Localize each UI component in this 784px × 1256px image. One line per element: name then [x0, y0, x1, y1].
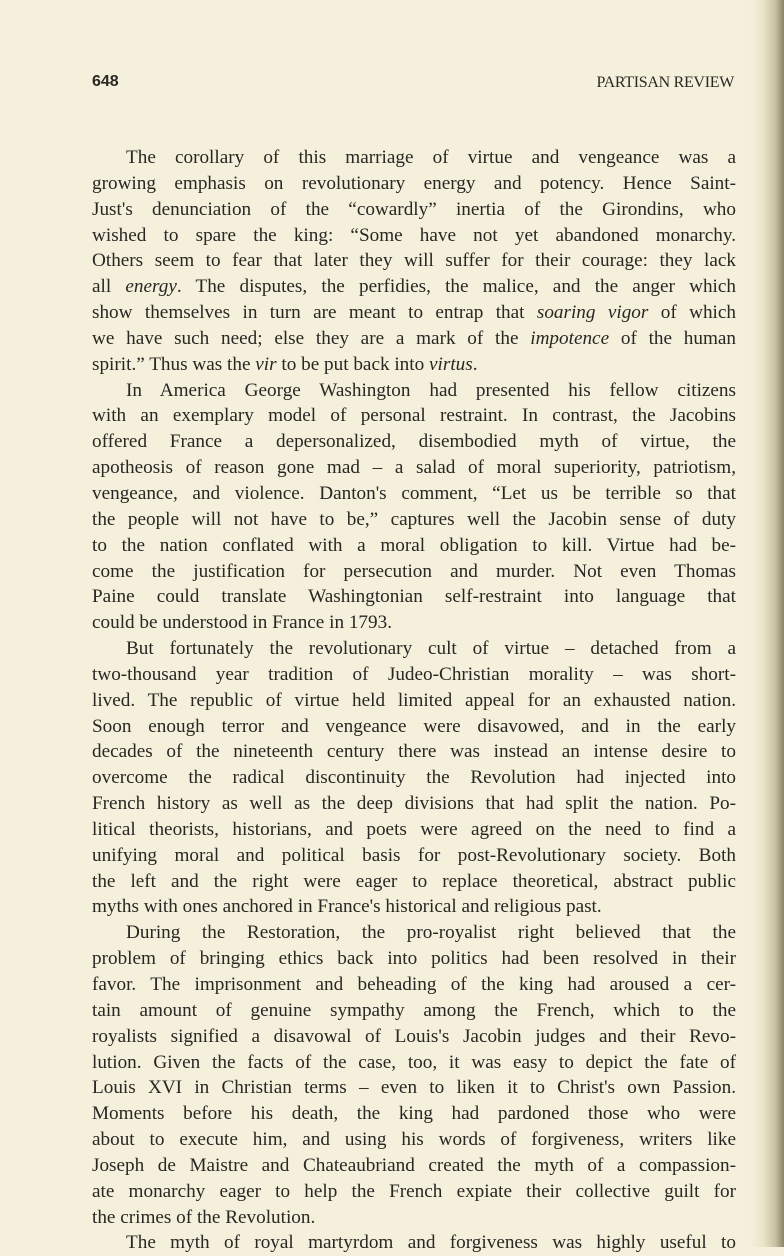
book-binding-shadow — [750, 0, 784, 1247]
text-segment: offered France a depersonalized, disembodied myth of virtue, the — [92, 431, 736, 453]
text-segment: come the justification for persecution and murder. Not even Thomas — [92, 560, 736, 582]
text-line — [92, 739, 736, 765]
text-line — [92, 507, 736, 533]
text-line — [92, 533, 736, 559]
text-segment: French history as well as the deep divisions that had split the nation. Po- — [92, 793, 736, 815]
text-segment: . The disputes, the perfidies, the malice, and the anger which — [176, 276, 736, 298]
text-segment: Joseph de Maistre and Chateaubriand created the myth of a compassion- — [92, 1154, 736, 1176]
text-segment: ate monarchy eager to help the French expiate their collective guilt for — [92, 1180, 736, 1202]
text-segment: to be put back into — [276, 353, 429, 375]
text-line — [92, 326, 736, 352]
text-segment: spirit.” Thus was the — [92, 353, 256, 375]
text-line — [92, 1127, 736, 1153]
text-line — [92, 920, 736, 946]
text-segment: During the Restoration, the pro-royalist right believed that the — [126, 922, 736, 944]
text-segment: the crimes of the Revolution. — [92, 1206, 316, 1228]
text-segment: But fortunately the revolutionary cult of virtue – detached from a — [126, 638, 736, 660]
text-segment: of which — [648, 302, 736, 324]
body-text — [92, 145, 736, 1256]
text-segment: wished to spare the king: “Some have not yet abandoned monarchy. — [92, 224, 736, 246]
text-line — [92, 145, 736, 171]
text-segment: In America George Washington had presented his fellow citizens — [126, 379, 736, 401]
text-line — [92, 1205, 736, 1231]
text-line — [92, 791, 736, 817]
text-segment: show themselves in turn are meant to entrap that — [92, 302, 537, 324]
italic-text: soaring vigor — [536, 302, 649, 324]
text-segment: growing emphasis on revolutionary energy and potency. Hence Saint- — [92, 172, 736, 194]
text-segment: of the human — [609, 327, 736, 349]
running-head: PARTISAN REVIEW — [596, 74, 734, 91]
text-segment: lived. The republic of virtue held limited appeal for an exhausted nation. — [92, 689, 736, 711]
text-line — [92, 894, 736, 920]
text-segment: decades of the nineteenth century there was instead an intense desire to — [92, 741, 736, 763]
text-segment: The corollary of this marriage of virtue and vengeance was a — [126, 147, 736, 168]
text-line — [92, 1101, 736, 1127]
italic-text: energy — [125, 276, 177, 298]
text-segment: lution. Given the facts of the case, too, it was easy to depict the fate of — [92, 1051, 736, 1073]
text-line — [92, 714, 736, 740]
text-segment: we have such need; else they are a mark of the — [92, 327, 531, 349]
text-line — [92, 584, 736, 610]
text-line — [92, 455, 736, 481]
text-segment: Moments before his death, the king had pardoned those who were — [92, 1103, 736, 1125]
text-segment: tain amount of genuine sympathy among the French, which to the — [92, 999, 736, 1021]
text-line — [92, 1024, 736, 1050]
text-line — [92, 223, 736, 249]
text-segment: Others seem to fear that later they will suffer for their courage: they lack — [92, 250, 736, 272]
text-segment: Louis XVI in Christian terms – even to liken it to Christ's own Passion. — [92, 1077, 736, 1099]
text-line — [92, 352, 736, 378]
text-segment: . — [472, 353, 478, 375]
italic-text: impotence — [530, 327, 610, 349]
text-segment: unifying moral and political basis for post-Revolutionary society. Both — [92, 844, 736, 866]
text-segment: about to execute him, and using his words of forgiveness, writers like — [92, 1129, 736, 1151]
text-line — [92, 662, 736, 688]
text-segment: myths with ones anchored in France's historical and religious past. — [92, 896, 602, 918]
italic-text: vir — [255, 353, 277, 375]
text-line — [92, 636, 736, 662]
text-segment: the people will not have to be,” captures well the Jacobin sense of duty — [92, 508, 736, 530]
text-line — [92, 171, 736, 197]
page-number: 648 — [92, 73, 119, 90]
text-segment: Soon enough terror and vengeance were disavowed, and in the early — [92, 715, 736, 737]
text-segment: litical theorists, historians, and poets were agreed on the need to find a — [92, 818, 736, 840]
text-segment: favor. The imprisonment and beheading of the king had aroused a cer- — [92, 974, 736, 995]
text-line — [92, 946, 736, 972]
text-line — [92, 1075, 736, 1101]
text-segment: The myth of royal martyrdom and forgiveness was highly useful to — [126, 1232, 736, 1254]
text-segment: Just's denunciation of the “cowardly” inertia of the Girondins, who — [92, 198, 736, 220]
text-line — [92, 765, 736, 791]
text-line — [92, 1179, 736, 1205]
text-line — [92, 869, 736, 895]
text-segment: to the nation conflated with a moral obligation to kill. Virtue had be- — [92, 534, 736, 556]
text-segment: problem of bringing ethics back into politics had been resolved in their — [92, 948, 736, 970]
text-line — [92, 1153, 736, 1179]
text-line — [92, 300, 736, 326]
text-line — [92, 1050, 736, 1076]
text-line — [92, 197, 736, 223]
text-line — [92, 610, 736, 636]
text-line — [92, 972, 736, 998]
text-segment: overcome the radical discontinuity the Revolution had injected into — [92, 767, 736, 789]
text-segment: two-thousand year tradition of Judeo-Christian morality – was short- — [92, 663, 736, 685]
text-segment: the left and the right were eager to replace theoretical, abstract public — [92, 870, 736, 892]
text-line — [92, 403, 736, 429]
text-line — [92, 481, 736, 507]
text-segment: with an exemplary model of personal restraint. In contrast, the Jacobins — [92, 405, 736, 427]
text-line — [92, 248, 736, 274]
text-segment: royalists signified a disavowal of Louis's Jacobin judges and their Revo- — [92, 1025, 736, 1047]
text-line — [92, 429, 736, 455]
text-line — [92, 817, 736, 843]
italic-text: virtus — [429, 353, 473, 375]
text-segment: all — [92, 276, 126, 298]
text-line — [92, 688, 736, 714]
text-line — [92, 1230, 736, 1256]
text-line — [92, 274, 736, 300]
text-segment: apotheosis of reason gone mad – a salad of moral superiority, patriotism, — [92, 457, 736, 479]
text-segment: Paine could translate Washingtonian self-restraint into language that — [92, 586, 736, 608]
text-line — [92, 998, 736, 1024]
text-line — [92, 843, 736, 869]
text-line — [92, 559, 736, 585]
text-line — [92, 378, 736, 404]
text-segment: vengeance, and violence. Danton's comment, “Let us be terrible so that — [92, 482, 736, 504]
text-segment: could be understood in France in 1793. — [92, 612, 393, 634]
